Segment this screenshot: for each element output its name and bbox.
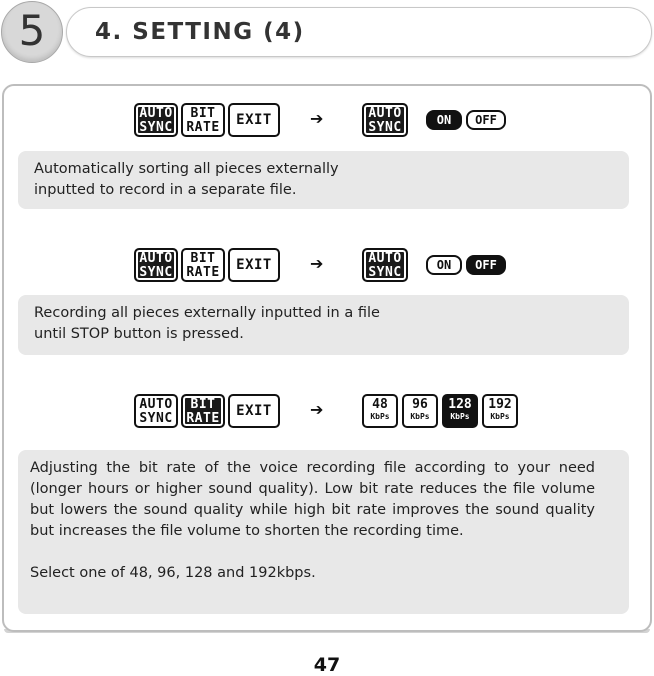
arrow-icon: ➔ xyxy=(310,254,324,273)
auto-sync-on-row xyxy=(4,103,654,143)
arrow-icon: ➔ xyxy=(310,400,324,419)
section-number-badge: 5 xyxy=(1,1,63,63)
auto-sync-label-bottom: SYNC xyxy=(139,411,173,426)
content-panel xyxy=(2,84,652,632)
auto-sync-label-top: AUTO xyxy=(368,251,402,266)
description-line: inputted to record in a separate file. xyxy=(34,182,297,198)
bit-rate-description xyxy=(18,450,629,614)
section-header xyxy=(0,0,654,66)
bit-rate-label-top: BIT xyxy=(190,397,216,412)
bit-rate-label-top: BIT xyxy=(190,251,216,266)
bit-rate-label-bottom: RATE xyxy=(186,265,220,280)
description-line: until STOP button is pressed. xyxy=(34,326,244,342)
arrow-icon: ➔ xyxy=(310,109,324,128)
bit-rate-button[interactable] xyxy=(181,248,225,282)
on-option[interactable]: ON xyxy=(426,255,462,275)
kbps-unit: KbPs xyxy=(450,412,470,421)
auto-sync-selected-button[interactable] xyxy=(362,248,408,282)
auto-sync-label-top: AUTO xyxy=(139,106,173,121)
auto-sync-label-top: AUTO xyxy=(139,251,173,266)
description-line: Recording all pieces externally inputted in a file xyxy=(34,305,380,321)
auto-sync-label-bottom: SYNC xyxy=(368,120,402,135)
page-title: 4. SETTING (4) xyxy=(95,19,305,45)
kbps-96-option[interactable] xyxy=(402,394,438,428)
kbps-128-option-selected[interactable] xyxy=(442,394,478,428)
off-option-selected[interactable]: OFF xyxy=(466,255,506,275)
description-note: Select one of 48, 96, 128 and 192kbps. xyxy=(30,565,316,581)
auto-sync-off-description xyxy=(18,295,629,355)
auto-sync-label-bottom: SYNC xyxy=(139,265,173,280)
bit-rate-label-bottom: RATE xyxy=(186,120,220,135)
kbps-value: 96 xyxy=(412,397,428,412)
on-option-selected[interactable]: ON xyxy=(426,110,462,130)
exit-button[interactable]: EXIT xyxy=(228,394,280,428)
kbps-unit: KbPs xyxy=(490,412,510,421)
auto-sync-button[interactable] xyxy=(134,103,178,137)
kbps-value: 48 xyxy=(372,397,388,412)
kbps-192-option[interactable] xyxy=(482,394,518,428)
auto-sync-label-top: AUTO xyxy=(139,397,173,412)
exit-button[interactable]: EXIT xyxy=(228,103,280,137)
off-option[interactable]: OFF xyxy=(466,110,506,130)
kbps-48-option[interactable] xyxy=(362,394,398,428)
description-line: Automatically sorting all pieces externally xyxy=(34,161,339,177)
auto-sync-label-bottom: SYNC xyxy=(368,265,402,280)
bit-rate-button-selected[interactable] xyxy=(181,394,225,428)
auto-sync-button[interactable] xyxy=(134,394,178,428)
auto-sync-button[interactable] xyxy=(134,248,178,282)
bit-rate-label-bottom: RATE xyxy=(186,411,220,426)
auto-sync-on-description xyxy=(18,151,629,209)
bit-rate-button[interactable] xyxy=(181,103,225,137)
description-paragraph: Adjusting the bit rate of the voice recording file according to your need (longer hours or higher sound quality). Low bit rate reduces the file volume but lowers the sound quality while high bit rate improves the sound quality but increases the file volume to shorten the recording time. xyxy=(30,460,595,539)
kbps-value: 192 xyxy=(488,397,512,412)
auto-sync-label-bottom: SYNC xyxy=(139,120,173,135)
title-bar xyxy=(66,7,652,57)
page-number: 47 xyxy=(313,654,341,676)
auto-sync-label-top: AUTO xyxy=(368,106,402,121)
kbps-unit: KbPs xyxy=(370,412,390,421)
kbps-unit: KbPs xyxy=(410,412,430,421)
bit-rate-label-top: BIT xyxy=(190,106,216,121)
kbps-value: 128 xyxy=(448,397,472,412)
exit-button[interactable]: EXIT xyxy=(228,248,280,282)
bit-rate-row xyxy=(4,394,654,434)
auto-sync-off-row xyxy=(4,248,654,288)
auto-sync-selected-button[interactable] xyxy=(362,103,408,137)
